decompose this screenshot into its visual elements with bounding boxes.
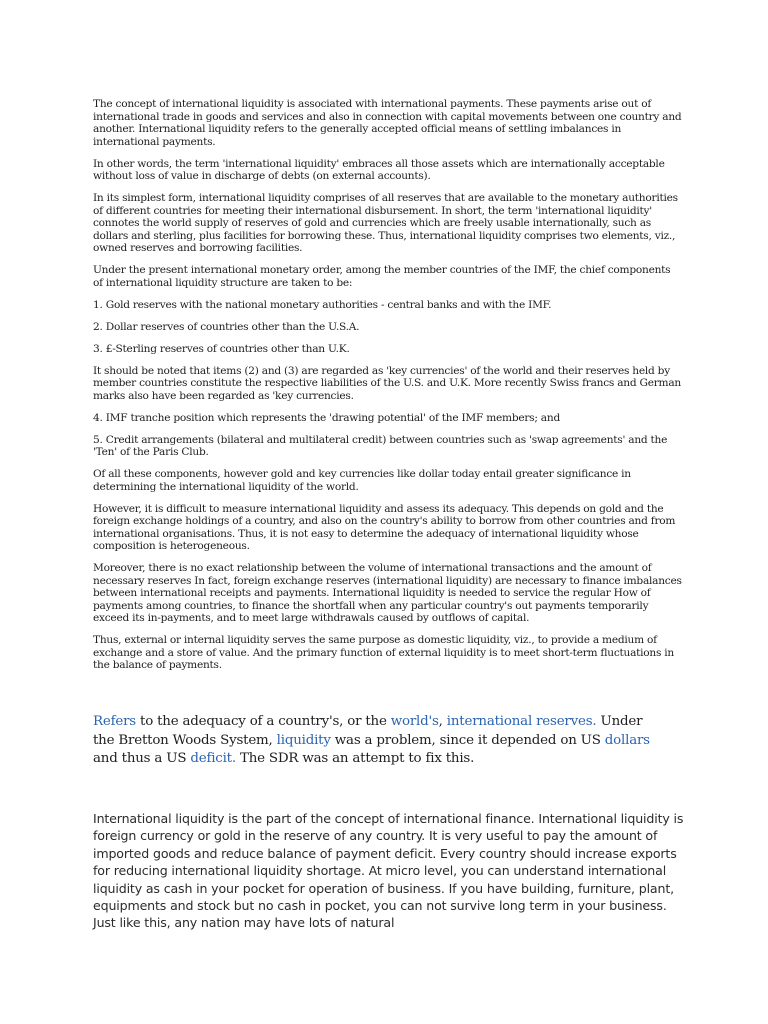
list-item-imf-tranche: 4. IMF tranche position which represents the 'drawing potential' of the IMF members; and (93, 411, 560, 424)
paragraph-no-exact-relationship: Moreover, there is no exact relationship between the volume of international transactions and the amount of necessary reserves In fact, foreign exchange reserves (international liquidity) are necessary to finance imbalances between international receipts and payments. International liquidity is needed to service the regular How of payments among countries, to finance the shortfall when any particular country's out payments temporarily exceed its in-payments, and to meet large withdrawals caused by outflows of capital. (93, 562, 682, 624)
definition-text-5: and thus a US (93, 751, 191, 766)
list-item-credit-arrangements: 5. Credit arrangements (bilateral and multilateral credit) between countries such as 'swap agreements' and the 'Ten' of the Paris Club. (93, 433, 668, 458)
definition-text-4: was a problem, since it depended on US (330, 732, 605, 748)
definition-text-3: Under the Bretton Woods System, (93, 714, 643, 748)
paragraph-difficult-measure: However, it is difficult to measure international liquidity and assess its adequacy. This depends on gold and the foreign exchange holdings of a country, and also on the country's ability to borrow from other countries and from international organisations. Thus, it is not easy to determine the adequacy of international liquidity whose composition is heterogeneous. (93, 502, 676, 552)
link-dollars[interactable]: dollars (604, 732, 650, 748)
paragraph-present-order: Under the present international monetary order, among the member countries of the IMF, the chief components of international liquidity structure are taken to be: (93, 264, 671, 289)
main-text-section (93, 98, 683, 681)
definition-section (93, 713, 653, 769)
link-liquidity[interactable]: liquidity (276, 732, 331, 748)
explanation-section (93, 810, 693, 932)
paragraph-other-words: In other words, the term 'international liquidity' embraces all those assets which are internationally acceptable without loss of value in discharge of debts (on external accounts). (93, 157, 665, 182)
link-worlds[interactable]: world's (390, 714, 439, 729)
paragraph-simplest-form: In its simplest form, international liquidity comprises of all reserves that are available to the monetary authorities of different countries for meeting their international disbursement. In short, the term 'international liquidity' connotes the world supply of reserves of gold and currencies which are freely usable internationally, such as dollars and sterling, plus facilities for borrowing these. Thus, international liquidity comprises two elements, viz., owned reserves and borrowing facilities. (93, 192, 678, 254)
list-item-gold-reserves: 1. Gold reserves with the national monetary authorities - central banks and with the IMF. (93, 298, 552, 311)
list-item-dollar-reserves: 2. Dollar reserves of countries other than the U.S.A. (93, 320, 360, 333)
paragraph-key-currencies: It should be noted that items (2) and (3) are regarded as 'key currencies' of the world and their reserves held by member countries constitute the respective liabilities of the U.S. and U.K. More recently Swiss francs and German marks also have been regarded as 'key currencies. (93, 364, 681, 402)
paragraph-external-liquidity: Thus, external or internal liquidity serves the same purpose as domestic liquidity, viz., to provide a medium of exchange and a store of value. And the primary function of external liquidity is to meet short-term fluctuations in the balance of payments. (93, 634, 675, 671)
link-deficit[interactable]: deficit. (190, 751, 236, 766)
definition-text-6: The SDR was an attempt to fix this. (235, 751, 475, 766)
link-refers[interactable]: Refers (93, 714, 136, 729)
definition-text-1: to the adequacy of a country's, or the (135, 714, 391, 729)
definition-paragraph (93, 713, 653, 769)
paragraph-components: Of all these components, however gold and key currencies like dollar today entail greater significance in determining the international liquidity of the world. (93, 468, 631, 493)
link-international-reserves[interactable]: international reserves. (446, 714, 597, 729)
definition-text-2: , (438, 714, 447, 729)
explanation-paragraph: International liquidity is the part of the concept of international finance. International liquidity is foreign currency or gold in the reserve of any country. It is very useful to pay the amount of imported goods and reduce balance of payment deficit. Every country should increase exports for reducing international liquidity shortage. At micro level, you can understand international liquidity as cash in your pocket for operation of business. If you have building, furniture, plant, equipments and stock but no cash in pocket, you can not survive long term in your business. Just like this, any nation may have lots of natural (93, 811, 684, 931)
paragraph-concept: The concept of international liquidity is associated with international payments. These payments arise out of international trade in goods and services and also in connection with capital movements between one country and another. International liquidity refers to the generally accepted official means of settling imbalances in international payments. (93, 98, 682, 148)
list-item-sterling-reserves: 3. £-Sterling reserves of countries other than U.K. (93, 342, 350, 355)
